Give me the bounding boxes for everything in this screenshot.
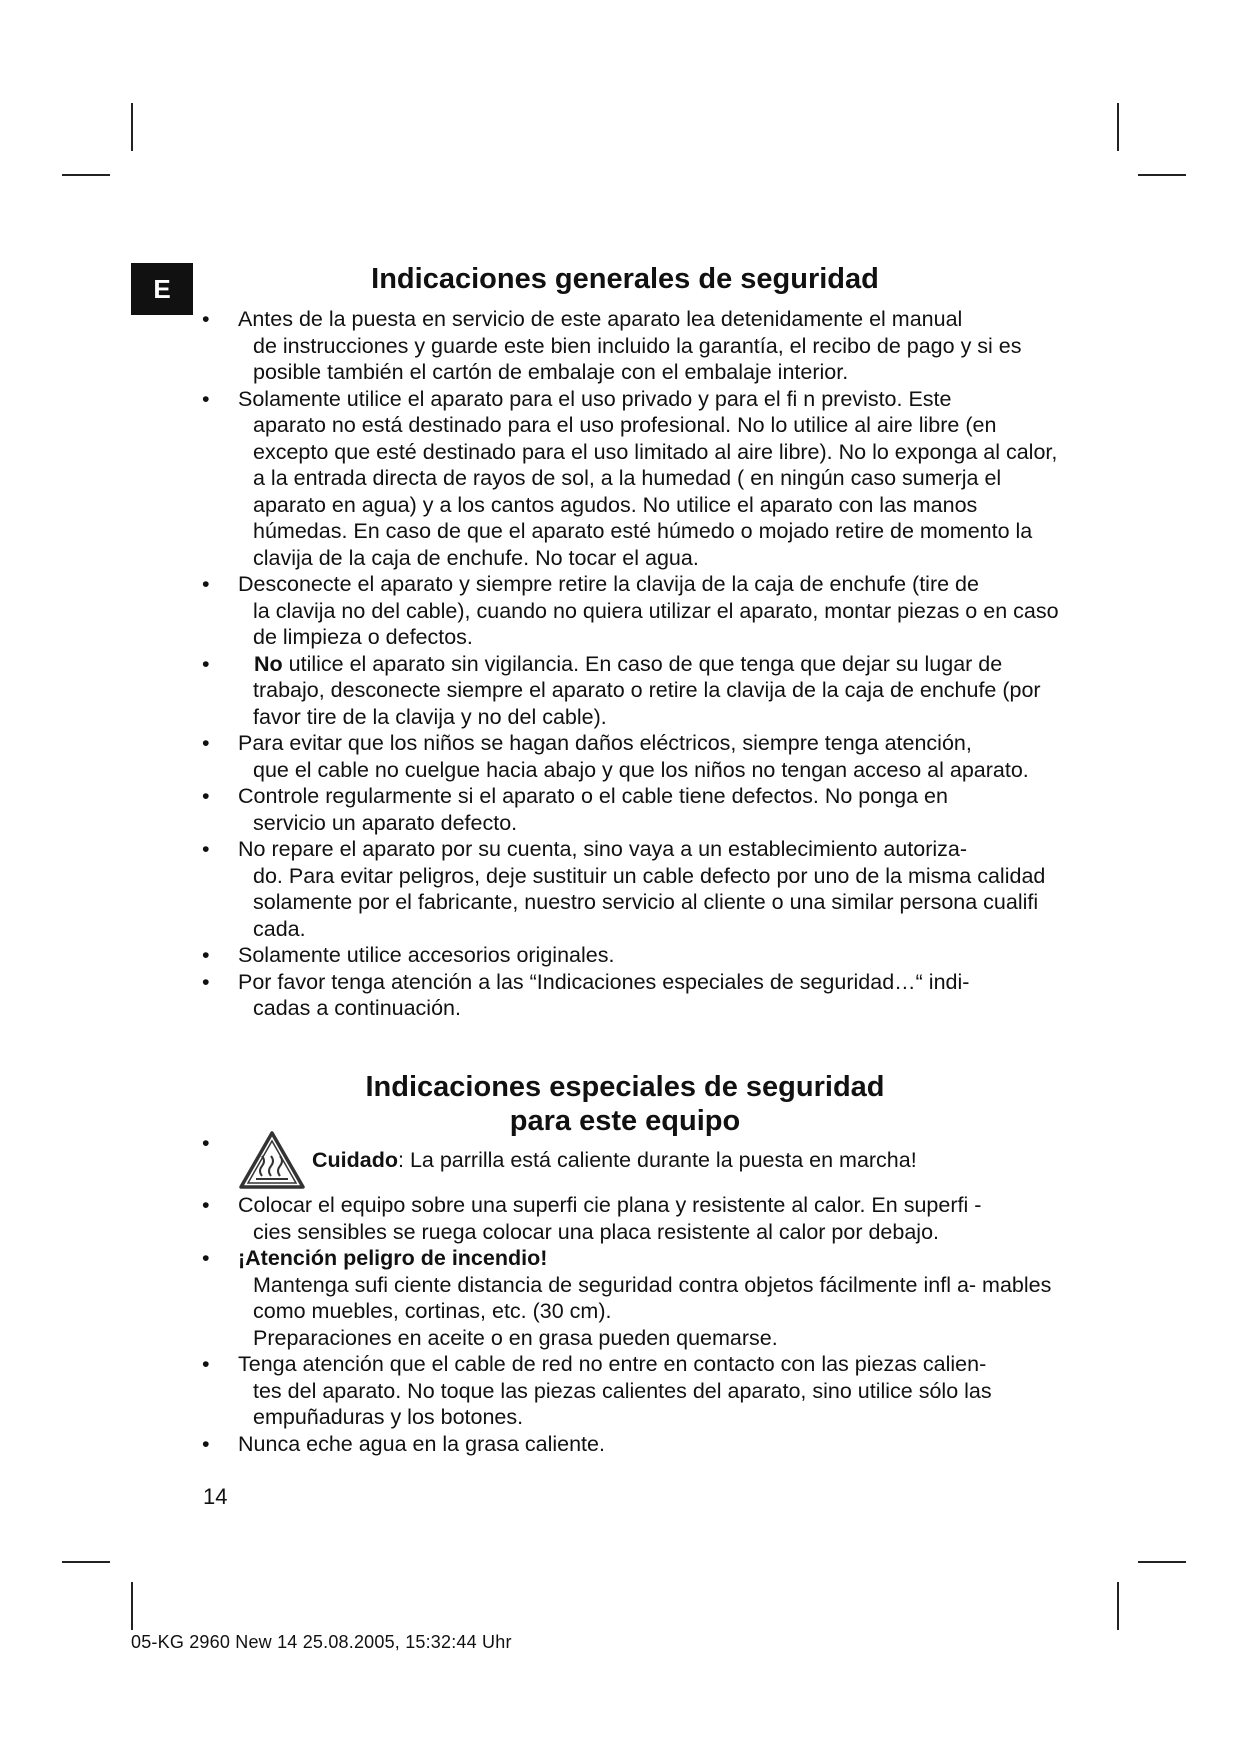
item-first-line (238, 1431, 1060, 1458)
item-first-text: Controle regularmente si el aparato o el cable tiene defectos. No ponga en (238, 784, 948, 808)
item-first-text: Por favor tenga atención a las “Indicaciones especiales de seguridad…“ indi- (238, 969, 970, 994)
crop-mark (131, 103, 133, 151)
item-first-text: No repare el aparato por su cuenta, sino vaya a un establecimiento autoriza- (238, 837, 968, 861)
language-tab: E (131, 263, 193, 315)
item-first-line (238, 1192, 1060, 1219)
list-item (200, 571, 1060, 651)
item-continuation: la clavija no del cable), cuando no quiera utilizar el aparato, montar piezas o en caso de limpieza o defectos. (253, 598, 1059, 649)
list-item (200, 730, 1060, 783)
special-warning-list (200, 1130, 1060, 1190)
crop-mark (1117, 103, 1119, 151)
item-first-line (238, 969, 1060, 996)
page-number: 14 (203, 1484, 228, 1509)
item-first-line (238, 783, 1060, 810)
item-continuation: Mantenga sufi ciente distancia de seguridad contra objetos fácilmente infl a- mables como muebles, cortinas, etc. (30 cm). (253, 1272, 1052, 1323)
section-title-special-line1: Indicaciones especiales de seguridad (365, 1071, 885, 1103)
item-continuation: cadas a continuación. (253, 996, 461, 1020)
item-first-line (238, 1351, 1060, 1378)
section-title-special (200, 1070, 1050, 1138)
crop-mark (62, 174, 110, 176)
list-item (200, 1245, 1060, 1351)
crop-mark (131, 1582, 133, 1630)
item-first-line (238, 571, 1060, 598)
item-continuation: tes del aparato. No toque las piezas calientes del aparato, sino utilice sólo las empuñaduras y los botones. (253, 1378, 992, 1429)
item-first-line (238, 386, 1060, 413)
item-first-line (238, 306, 1060, 333)
item-bold-heading: • ¡Atención peligro de incendio! (238, 1246, 548, 1270)
list-item (200, 942, 1060, 969)
item-first-line (238, 836, 1060, 863)
item-first-line (238, 651, 1060, 678)
list-item (200, 386, 1060, 572)
list-item (200, 306, 1060, 386)
crop-mark (1138, 1561, 1186, 1563)
warning-row (238, 1130, 1060, 1190)
item-continuation: que el cable no cuelgue hacia abajo y que los niños no tengan acceso al aparato. (253, 757, 1029, 782)
list-item (200, 836, 1060, 942)
crop-mark (62, 1561, 110, 1563)
item-first-line (238, 730, 1060, 757)
item-first-text: Antes de la puesta en servicio de este aparato lea detenidamente el manual (238, 307, 963, 331)
section-title-general: Indicaciones generales de seguridad (371, 263, 879, 295)
list-item (200, 783, 1060, 836)
item-first-text: Solamente utilice el aparato para el uso privado y para el fi n previsto. Este (238, 386, 952, 411)
section-title-special-line2: para este equipo (509, 1105, 741, 1137)
item-first-text: utilice el aparato sin vigilancia. En caso de que tenga que dejar su lugar de (282, 651, 1003, 676)
print-footer: 05-KG 2960 New 14 25.08.2005, 15:32:44 Uhr (131, 1632, 512, 1652)
item-first-text: Solamente utilice accesorios originales. (238, 943, 615, 967)
item-bold-word: No (254, 651, 283, 676)
item-first-line (238, 942, 1060, 969)
item-continuation: servicio un aparato defecto. (253, 810, 518, 835)
item-continuation: cies sensibles se ruega colocar una placa resistente al calor por debajo. (253, 1219, 940, 1244)
hot-surface-warning-icon (238, 1130, 306, 1190)
list-item (200, 1130, 1060, 1190)
item-continuation: Preparaciones en aceite o en grasa pueden quemarse. (253, 1325, 778, 1350)
item-continuation: de instrucciones y guarde este bien incluido la garantía, el recibo de pago y si es posible también el cartón de embalaje con el embalaje interior. (253, 333, 1022, 384)
general-safety-list (200, 306, 1060, 1022)
list-item (200, 969, 1060, 1022)
item-first-text: Colocar el equipo sobre una superfi cie plana y resistente al calor. En superfi - (238, 1193, 982, 1217)
list-item (200, 1192, 1060, 1245)
crop-mark (1138, 174, 1186, 176)
item-continuation: aparato no está destinado para el uso profesional. No lo utilice al aire libre (en excepto que esté destinado para el uso limitado al aire libre). No lo exponga al calor, a la entrada directa de rayos de sol, a la humedad ( en ningún caso sumerja el aparato en agua) y a los cantos agudos. No utilice el aparato con las manos húmedas. En caso de que el aparato esté húmedo o mojado retire de momento la clavija de la caja de enchufe. No tocar el agua. (253, 413, 1058, 570)
special-safety-list (200, 1192, 1060, 1457)
list-item (200, 651, 1060, 731)
warning-text: : La parrilla está caliente durante la puesta en marcha! (398, 1147, 917, 1172)
item-continuation: do. Para evitar peligros, deje sustituir un cable defecto por uno de la misma calidad solamente por el fabricante, nuestro servicio al cliente o una similar persona cualifi cada. (253, 863, 1046, 941)
item-first-text: Desconecte el aparato y siempre retire la clavija de la caja de enchufe (tire de (238, 572, 979, 596)
list-item (200, 1431, 1060, 1458)
item-first-text: Tenga atención que el cable de red no entre en contacto con las piezas calien- (238, 1352, 987, 1376)
crop-mark (1117, 1582, 1119, 1630)
item-first-text: Nunca eche agua en la grasa caliente. (238, 1431, 605, 1456)
warning-bold: • Cuidado (312, 1147, 398, 1172)
list-item (200, 1351, 1060, 1431)
item-continuation: trabajo, desconecte siempre el aparato o retire la clavija de la caja de enchufe (por favor tire de la clavija y no del cable). (253, 678, 1041, 729)
item-first-text: Para evitar que los niños se hagan daños eléctricos, siempre tenga atención, (238, 731, 972, 755)
